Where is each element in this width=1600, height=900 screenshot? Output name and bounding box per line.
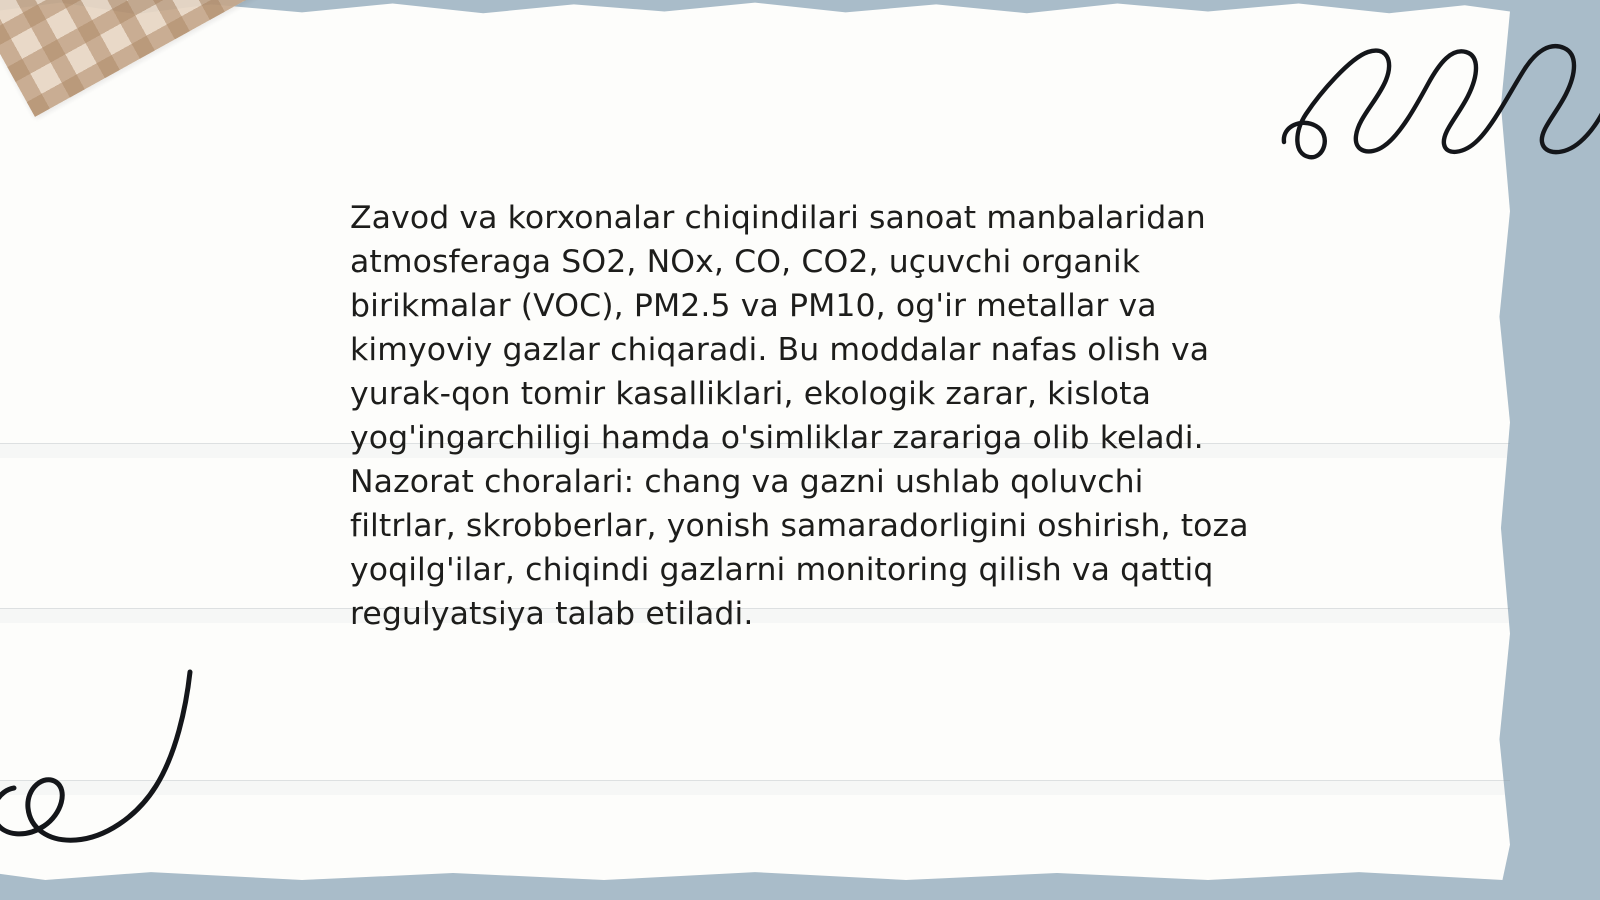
slide-body-text: Zavod va korxonalar chiqindilari sanoat manbalaridan atmosferaga SO2, NOx, CO, CO2, uçuvchi organik birikmalar (VOC), PM2.5 va PM10, og'ir metallar va kimyoviy gazlar chiqaradi. Bu moddalar nafas olish va yurak-qon tomir kasalliklari, ekologik zarar, kislota yog'ingarchiligi hamda o'simliklar zarariga olib keladi. Nazorat choralari: chang va gazni ushlab qoluvchi filtrlar, skrobberlar, yonish samaradorligini oshirish, toza yoqilg'ilar, chiqindi gazlarni monitoring qilish va qattiq regulyatsiya talab etiladi. [350, 200, 1249, 632]
paper-crease-band [0, 781, 1510, 795]
paper-crease-line [0, 780, 1510, 781]
